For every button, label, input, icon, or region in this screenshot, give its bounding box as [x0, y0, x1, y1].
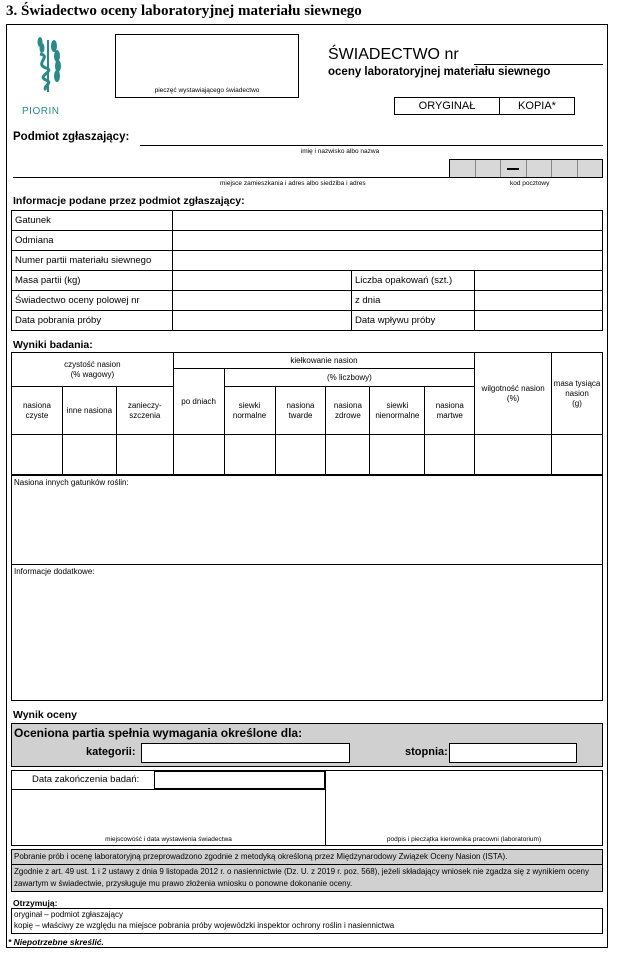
from-date-value[interactable] — [475, 291, 603, 311]
assessment-title: Wynik oceny — [13, 709, 77, 721]
other-species-label: Nasiona innych gatunków roślin: — [14, 478, 129, 487]
info-section-title: Informacje podane przez podmiot zgłaszający: — [13, 195, 245, 207]
end-date-input[interactable] — [154, 771, 325, 789]
assessment-statement: Oceniona partia spełnia wymagania określone dla: — [14, 726, 303, 740]
dead-seeds-header: nasiona martwe — [425, 387, 475, 435]
tsw-header — [552, 353, 603, 435]
germination-unit: (% liczbowy) — [224, 369, 475, 387]
signature-caption: podpis i pieczątka kierownika pracowni (laboratorium) — [386, 836, 542, 843]
moisture-value[interactable] — [475, 435, 552, 475]
recipient-copy: kopię – właściwy ze względu na miejsce pobrania próby wojewódzki inspektor ochrony roślin i nasiennictwa — [14, 921, 395, 930]
info-table — [11, 210, 603, 331]
purity-unit: (% wagowy) — [70, 369, 115, 379]
packages-value[interactable] — [475, 271, 603, 291]
grade-input[interactable] — [449, 743, 577, 763]
variety-label: Odmiana — [12, 231, 173, 251]
recipient-original: oryginał – podmiot zgłaszający — [14, 910, 123, 919]
days-header: po dniach — [173, 369, 224, 435]
additional-info-field[interactable] — [11, 564, 603, 701]
germination-header: kiełkowanie nasion — [173, 353, 475, 369]
other-seeds-header: inne nasiona — [62, 387, 116, 435]
impurities-value[interactable] — [116, 435, 173, 475]
lot-mass-label: Masa partii (kg) — [12, 271, 173, 291]
piorin-logo-icon — [22, 34, 72, 106]
stamp-caption: pieczęć wystawiającego świadectwo — [154, 87, 260, 94]
category-input[interactable] — [141, 743, 350, 763]
from-date-label: z dnia — [352, 291, 475, 311]
impurities-header: zanieczy-szczenia — [116, 387, 173, 435]
pure-seeds-value[interactable] — [12, 435, 63, 475]
applicant-address-line[interactable] — [13, 177, 449, 178]
hard-seeds-header: nasiona twarde — [275, 387, 326, 435]
moisture-unit: (%) — [506, 393, 520, 403]
certificate-subtitle: oceny laboratoryjnej materiału siewnego — [328, 66, 551, 78]
purity-header — [12, 353, 174, 387]
receipt-date-value[interactable] — [475, 311, 603, 331]
category-label: kategorii: — [86, 746, 136, 758]
recipients-title: Otrzymują: — [13, 898, 58, 908]
end-date-label: Data zakończenia badań: — [32, 774, 140, 785]
healthy-seeds-value[interactable] — [326, 435, 370, 475]
moisture-label: wilgotność nasion — [481, 383, 545, 393]
applicant-name-caption: imię i nazwisko albo nazwa — [300, 148, 380, 155]
applicant-address-caption: miejsce zamieszkania i adres albo siedziba i adres — [220, 180, 366, 187]
moisture-header — [475, 353, 552, 435]
legal-note: Zgodnie z art. 49 ust. 1 i 2 ustawy z dnia 9 listopada 2012 r. o nasiennictwie (Dz. U. z 2019 r. poz. 568), jeżeli składający wniosek nie zgadza się z wynikiem oceny zawartym w świadectwie, przysługuje mu prawo złożenia wniosku o ponowne dokonanie oceny. — [14, 867, 589, 888]
normal-seedlings-header: siewki normalne — [224, 387, 275, 435]
postal-code-box[interactable] — [449, 159, 603, 178]
tsw-unit: (g) — [572, 398, 582, 408]
results-table — [11, 352, 603, 475]
copy-option[interactable]: KOPIA* — [499, 97, 575, 115]
receipt-date-label: Data wpływu próby — [352, 311, 475, 331]
species-label: Gatunek — [12, 211, 173, 231]
lot-mass-value[interactable] — [173, 271, 352, 291]
ista-note: Pobranie prób i ocenę laboratoryjną przeprowadzono zgodnie z metodyką określoną przez Międzynarodowy Związek Oceny Nasion (ISTA). — [14, 852, 508, 861]
sampling-date-value[interactable] — [173, 311, 352, 331]
lot-number-label: Numer partii materiału siewnego — [12, 251, 173, 271]
results-title: Wyniki badania: — [13, 339, 93, 351]
document-heading: 3. Świadectwo oceny laboratoryjnej materiału siewnego — [6, 3, 362, 19]
original-option[interactable]: ORYGINAŁ — [394, 97, 500, 115]
other-species-field[interactable] — [11, 475, 603, 565]
signature-box[interactable] — [325, 770, 603, 846]
purity-label: czystość nasion — [64, 359, 121, 369]
pure-seeds-header: nasiona czyste — [12, 387, 63, 435]
number-line — [474, 64, 603, 65]
tsw-value[interactable] — [552, 435, 603, 475]
lot-number-value[interactable] — [173, 251, 603, 271]
additional-info-label: Informacje dodatkowe: — [14, 567, 95, 576]
grade-label: stopnia: — [405, 746, 448, 758]
certificate-title: ŚWIADECTWO nr — [328, 46, 459, 63]
normal-seedlings-value[interactable] — [224, 435, 275, 475]
days-value[interactable] — [173, 435, 224, 475]
footnote: * Niepotrzebne skreślić. — [8, 937, 104, 947]
hard-seeds-value[interactable] — [275, 435, 326, 475]
variety-value[interactable] — [173, 231, 603, 251]
postal-code-caption: kod pocztowy — [510, 180, 550, 187]
logo-text: PIORIN — [22, 106, 60, 117]
sampling-date-label: Data pobrania próby — [12, 311, 173, 331]
dead-seeds-value[interactable] — [425, 435, 475, 475]
packages-label: Liczba opakowań (szt.) — [352, 271, 475, 291]
field-cert-value[interactable] — [173, 291, 352, 311]
end-date-divider — [11, 789, 326, 790]
healthy-seeds-header: nasiona zdrowe — [326, 387, 370, 435]
place-date-caption: miejscowość i data wystawienia świadectwa — [105, 836, 232, 843]
applicant-name-line[interactable] — [140, 145, 603, 146]
abnormal-seedlings-header: siewki nienormalne — [370, 387, 425, 435]
abnormal-seedlings-value[interactable] — [370, 435, 425, 475]
field-cert-label: Świadectwo oceny polowej nr — [12, 291, 173, 311]
other-seeds-value[interactable] — [62, 435, 116, 475]
species-value[interactable] — [173, 211, 603, 231]
tsw-label: masa tysiąca nasion — [553, 378, 601, 398]
applicant-label: Podmiot zgłaszający: — [13, 131, 130, 143]
